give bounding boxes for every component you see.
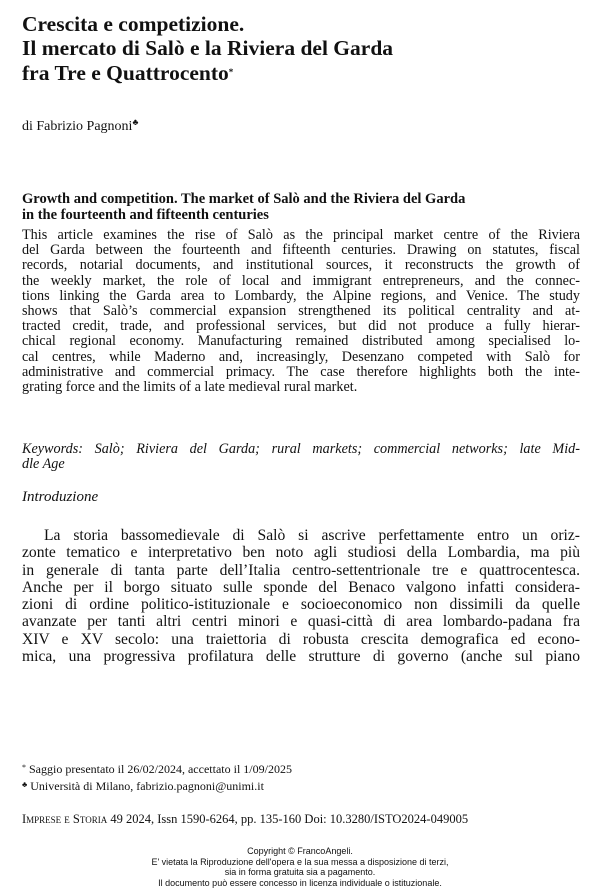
abstract-line: tracted credit, trade, and professional services, but did not produce a fully hierar- (22, 318, 580, 335)
footnotes (22, 760, 292, 794)
footnote (22, 777, 292, 794)
body-line: XIV e XV secolo: una traiettoria di robusta crescita demografica ed econo- (22, 630, 580, 648)
keywords-line: dle Age (22, 456, 65, 473)
body-line: avanzate per tanti altri centri minori e quasi-città di area lombardo-padana fra (22, 613, 580, 631)
abstract-line: This article examines the rise of Salò as the principal market centre of the Riviera (22, 227, 580, 243)
abstract-line: shows that Salò’s commercial expansion strengthened its political centrality and at- (22, 303, 580, 320)
title-line-text: fra Tre e Quattrocento (22, 61, 229, 85)
keywords-line: Keywords: Salò; Riviera del Garda; rural markets; commercial networks; late Mid- (22, 441, 580, 457)
abstract-line: cal centres, while Maderno and, increasingly, Desenzano competed with Salò for (22, 348, 580, 365)
title-line: Crescita e competizione. (22, 12, 245, 36)
body-line: in generale di tanta parte dell’Italia centro-settentrionale tre e quattrocentesca. (22, 561, 580, 579)
copyright-line: Il documento può essere concesso in licenza individuale o istituzionale. (158, 877, 442, 888)
abstract-title (22, 191, 580, 223)
body-line: zioni di ordine politico-istituzionale e socioeconomico non dissimili da quelle (22, 596, 580, 614)
abstract-line: grating force and the limits of a late medieval rural market. (22, 379, 358, 396)
copyright-line: E' vietata la Riproduzione dell'opera e la sua messa a disposizione di terzi, (151, 856, 449, 867)
abstract-title-line: Growth and competition. The market of Salò and the Riviera del Garda (22, 191, 466, 207)
abstract-line: chical regional economy. Manufacturing remained distributed among specialised lo- (22, 333, 580, 350)
abstract-line: tions linking the Garda area to Lombardy, the Alpine regions, and Venice. The study (22, 287, 580, 304)
author-footnote-mark: ♣ (132, 117, 139, 127)
journal-name: Imprese e Storia (22, 812, 108, 826)
abstract-line: del Garda between the fourteenth and fifteenth centuries. Drawing on statutes, fiscal (22, 242, 580, 259)
body-text (22, 527, 580, 665)
keywords (22, 442, 580, 472)
journal-citation (22, 812, 582, 827)
journal-details: 49 2024, Issn 1590-6264, pp. 135-160 Doi: 10.3280/ISTO2024-049005 (110, 812, 469, 826)
abstract-title-line: in the fourteenth and fifteenth centuries (22, 207, 269, 223)
footnote-mark: * (22, 763, 26, 772)
author-name: di Fabrizio Pagnoni (22, 119, 133, 134)
title-footnote-mark: * (228, 67, 234, 77)
body-line: Anche per il borgo situato sulle sponde del Benaco valgono infatti considera- (22, 578, 580, 596)
copyright-notice (0, 846, 600, 888)
abstract-text (22, 228, 580, 395)
copyright-line: Copyright © FrancoAngeli. (247, 846, 353, 856)
footnote (22, 760, 292, 777)
body-line: La storia bassomedievale di Salò si ascrive perfettamente entro un oriz- (44, 527, 580, 544)
author-line (22, 117, 138, 135)
body-line: mica, una progressiva profilatura delle strutture di governo (anche sul piano (22, 648, 580, 666)
title-line: Il mercato di Salò e la Riviera del Garda (22, 36, 394, 60)
abstract-line: administrative and commercial primacy. The case therefore highlights both the inte- (22, 363, 580, 380)
footnote-text: Università di Milano, fabrizio.pagnoni@unimi.it (30, 779, 264, 793)
abstract-line: records, notarial documents, and institutional sources, it reconstructs the growth of (22, 257, 580, 274)
copyright-line: sia in forma gratuita sia a pagamento. (224, 867, 376, 878)
section-heading: Introduzione (22, 489, 99, 505)
footnote-mark: ♣ (22, 780, 28, 789)
footnote-text: Saggio presentato il 26/02/2024, accettato il 1/09/2025 (29, 762, 292, 776)
title-line (22, 60, 582, 85)
article-title (22, 12, 582, 85)
body-line: zonte tematico e interpretativo ben noto agli studiosi della Lombardia, ma più (22, 544, 580, 562)
abstract-line: the weekly market, the role of local and immigrant entrepreneurs, and the connec- (22, 272, 580, 289)
